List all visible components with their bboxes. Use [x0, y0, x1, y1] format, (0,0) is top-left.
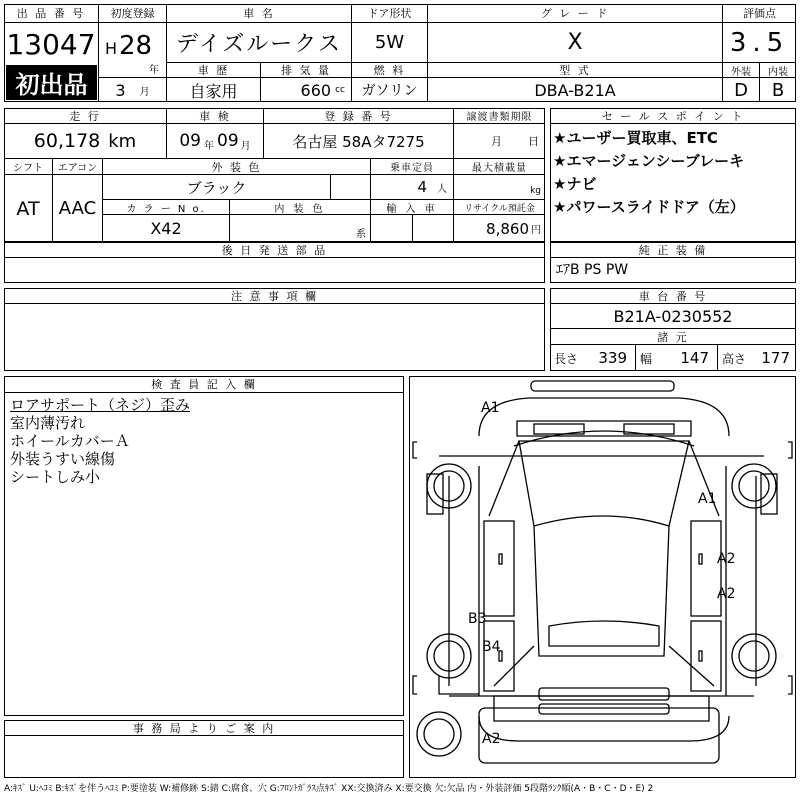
length-label: 長さ: [554, 351, 579, 366]
displacement-label: 排 気 量: [261, 63, 352, 78]
history-value: 自家用: [167, 78, 261, 102]
selling-point-3: ★ナビ: [553, 175, 597, 193]
score-label: 評価点: [723, 4, 796, 23]
model-value: DBA-B21A: [428, 78, 723, 102]
recycle-value: 8,860: [486, 219, 529, 238]
first-reg-month: [99, 78, 167, 102]
load-label: 最大積載量: [454, 159, 545, 175]
legend-text: A:ｷｽﾞ U:ﾍｺﾐ B:ｷｽﾞを伴うﾍｺﾐ P:要塗装 W:補修跡 S:錆 C:腐食、穴 G:ﾌﾛﾝﾄｶﾞﾗｽ点ｷｽﾞ XX:交換済み X:要交換 欠:欠品 内・外装評価 5段階ﾗﾝｸ順(A・B・C・D・E) 2: [4, 784, 654, 794]
recycle-label: リサイクル預託金: [454, 200, 545, 215]
office-label: 事 務 局 よ り ご 案 内: [4, 720, 404, 736]
load-cell: [454, 175, 545, 200]
transfer-label: 譲渡書類期限: [454, 108, 545, 124]
mileage-cell: [4, 124, 167, 159]
int-label: 内装: [760, 63, 796, 78]
inspection-cell: [167, 124, 264, 159]
reg-number: 名古屋 58Aタ7275: [264, 124, 454, 159]
dims-label: 諸 元: [550, 329, 796, 345]
inspector-line-1: ロアサポート（ネジ）歪み: [10, 396, 191, 414]
year: 28: [119, 31, 153, 61]
ext-color-label: 外 装 色: [103, 159, 371, 175]
first-reg-label: 初度登録: [99, 4, 167, 23]
import-cell-right: [413, 215, 454, 242]
inspector-line-4: 外装うすい線傷: [10, 450, 116, 468]
import-cell-left: [371, 215, 413, 242]
chassis-label: 車 台 番 号: [550, 288, 796, 304]
year-unit: 年: [149, 65, 159, 76]
mark-a2-right-2: A2: [717, 586, 736, 602]
fuel-value: ガソリン: [352, 78, 428, 102]
history-label: 車 歴: [167, 63, 261, 78]
displacement-cell: [261, 78, 352, 102]
era: H: [105, 39, 118, 58]
score-value: 3.5: [723, 23, 796, 63]
int-color-label: 内 装 色: [230, 200, 371, 215]
first-reg-year: [99, 23, 167, 78]
mark-b4: B4: [482, 639, 501, 655]
int-color-cell: [230, 215, 371, 242]
door-value: 5W: [352, 23, 428, 63]
lot-number: 13047: [4, 23, 99, 65]
inspector-line-5: シートしみ小: [10, 468, 101, 486]
capacity-cell: [371, 175, 454, 200]
mark-b3: B3: [468, 611, 487, 627]
inspector-label: 検 査 員 記 入 欄: [4, 376, 404, 393]
insp-month-unit: 月: [240, 140, 251, 152]
notes-label: 注 意 事 項 欄: [4, 288, 545, 304]
genuine-value: ｴｱB PS PW: [556, 262, 629, 278]
grade-value: X: [428, 23, 723, 63]
displacement-unit: cc: [335, 85, 345, 95]
int-grade: B: [771, 79, 785, 101]
fuel-label: 燃 料: [352, 63, 428, 78]
transfer-cell: [454, 124, 545, 159]
color-no-label: カ ラ ー N o.: [103, 200, 230, 215]
car-diagram: [409, 376, 796, 778]
grade-label: グ レ ー ド: [428, 4, 723, 23]
later-parts-label: 後 日 発 送 部 品: [4, 242, 545, 258]
ac-value: AAC: [53, 175, 103, 242]
shift-value: AT: [4, 175, 53, 242]
ext-label: 外装: [723, 63, 760, 78]
inspector-line-2: 室内薄汚れ: [10, 414, 86, 432]
transfer-day: 日: [528, 135, 539, 148]
insp-year: 09: [179, 131, 201, 151]
mileage-value: 60,178: [33, 130, 101, 152]
selling-points-label: セ ー ル ス ポ イ ン ト: [550, 108, 796, 124]
displacement-value: 660: [300, 80, 332, 100]
height-label: 高さ: [722, 351, 747, 366]
mileage-unit: km: [108, 130, 137, 152]
ac-label: エアコン: [53, 159, 103, 175]
insp-year-unit: 年: [204, 140, 214, 152]
selling-point-2: ★エマージェンシーブレーキ: [553, 152, 745, 170]
ext-color-blank: [331, 175, 371, 200]
transfer-month: 月: [491, 135, 502, 148]
width-value: 147: [680, 349, 709, 367]
import-label: 輸 入 車: [371, 200, 454, 215]
capacity-label: 乗車定員: [371, 159, 454, 175]
month: 3: [115, 80, 126, 100]
int-color-unit: 系: [356, 229, 366, 240]
recycle-unit: 円: [531, 225, 541, 236]
ext-color-value: ブラック: [103, 175, 331, 200]
first-listing-badge: 初出品: [6, 65, 97, 100]
shift-label: シフト: [4, 159, 53, 175]
inspector-line-3: ホイールカバーＡ: [10, 432, 130, 450]
color-no-value: X42: [103, 215, 230, 242]
length-cell: [550, 345, 636, 371]
car-name-label: 車 名: [167, 4, 352, 23]
height-value: 177: [761, 349, 790, 367]
selling-point-4: ★パワースライドドア（左）: [553, 198, 745, 216]
model-label: 型 式: [428, 63, 723, 78]
length-value: 339: [598, 349, 627, 367]
width-cell: [636, 345, 718, 371]
selling-point-1: ★ユーザー買取車、ETC: [553, 129, 718, 147]
mark-a1-front: A1: [481, 400, 500, 416]
month-unit: 月: [139, 86, 150, 98]
width-label: 幅: [640, 351, 653, 366]
door-label: ドア形状: [352, 4, 428, 23]
ext-grade: D: [723, 78, 760, 102]
height-cell: [718, 345, 796, 371]
recycle-cell: [454, 215, 545, 242]
mark-a1-right: A1: [698, 491, 717, 507]
chassis-number: B21A-0230552: [550, 304, 796, 329]
lot-label: 出 品 番 号: [4, 4, 99, 23]
reg-label: 登 録 番 号: [264, 108, 454, 124]
load-unit: kg: [530, 186, 541, 196]
mileage-label: 走 行: [4, 108, 167, 124]
mark-a2-rear: A2: [482, 731, 501, 747]
mark-a2-right-1: A2: [717, 551, 736, 567]
capacity-value: 4: [417, 178, 427, 196]
car-name: デイズルークス: [167, 23, 352, 63]
capacity-unit: 人: [437, 183, 447, 195]
inspection-label: 車 検: [167, 108, 264, 124]
insp-month: 09: [217, 131, 239, 151]
genuine-label: 純 正 装 備: [550, 242, 796, 258]
